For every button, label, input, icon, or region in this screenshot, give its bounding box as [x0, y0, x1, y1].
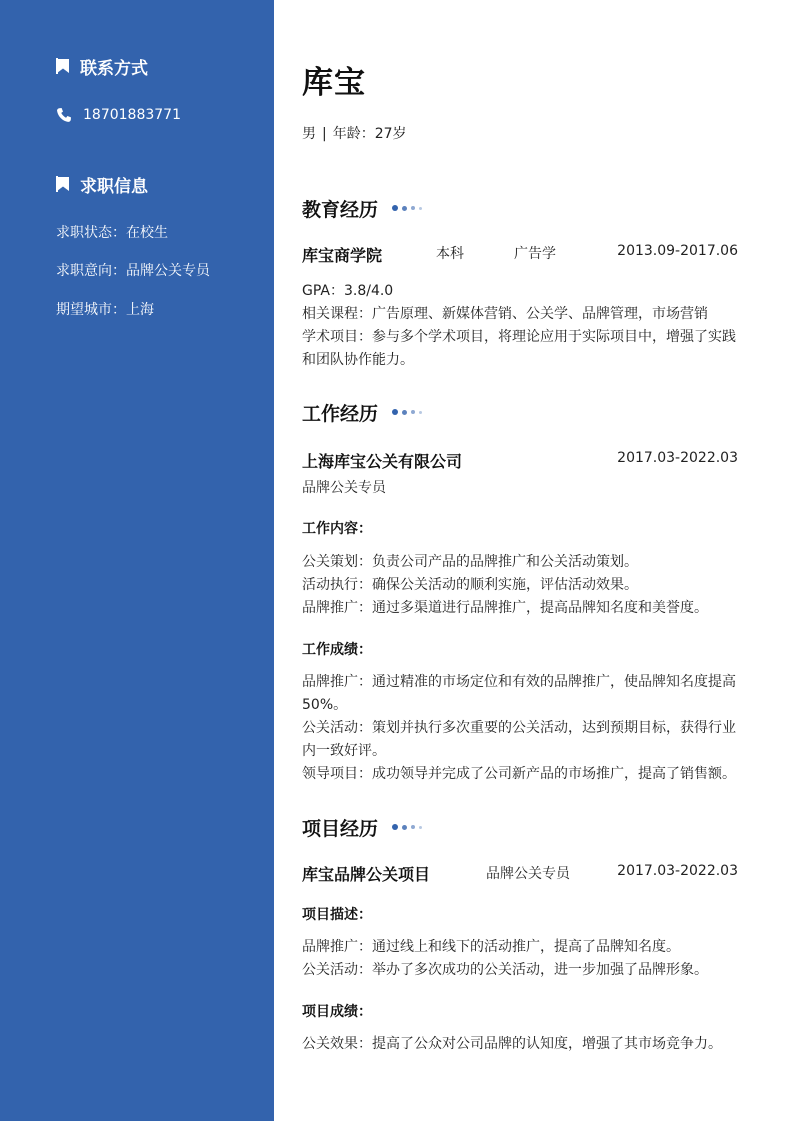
education-details [302, 280, 738, 372]
work-achievement-item: 公关活动：策划并执行多次重要的公关活动，达到预期目标，获得行业内一致好评。 [302, 720, 736, 759]
candidate-name: 库宝 [302, 65, 366, 101]
work-content-title: 工作内容： [302, 521, 372, 537]
work-period: 2017.03-2022.03 [617, 450, 738, 466]
decor-dots [392, 409, 426, 415]
work-content-item: 活动执行：确保公关活动的顺利实施，评估活动效果。 [302, 577, 638, 593]
project-desc-item: 品牌推广：通过线上和线下的活动推广，提高了品牌知名度。 [302, 939, 680, 955]
contact-title [56, 54, 254, 78]
job-title [56, 172, 254, 196]
meta-separator: | [322, 126, 327, 142]
project-results-list [302, 1033, 738, 1056]
candidate-meta [302, 123, 407, 143]
work-content-item: 公关策划：负责公司产品的品牌推广和公关活动策划。 [302, 554, 638, 570]
phone-row [56, 105, 254, 125]
project-results-title: 项目成绩： [302, 1004, 372, 1020]
bookmark-flag-icon [56, 58, 70, 74]
work-role: 品牌公关专员 [302, 480, 386, 496]
work-achievements-list [302, 671, 738, 786]
decor-dots [392, 824, 426, 830]
project-section-title [302, 814, 426, 840]
contact-title-text: 联系方式 [80, 58, 148, 79]
work-achievements-title: 工作成绩： [302, 642, 372, 658]
decor-dots [392, 205, 426, 211]
contact-section [56, 54, 254, 125]
work-content-list [302, 551, 738, 620]
main-content [302, 0, 738, 1121]
phone-number: 18701883771 [83, 107, 181, 123]
project-title-text: 项目经历 [302, 817, 379, 840]
job-intention: 求职意向：品牌公关专员 [56, 263, 210, 279]
project-period: 2017.03-2022.03 [617, 863, 738, 879]
courses: 相关课程：广告原理、新媒体营销、公关学、品牌管理，市场营销 [302, 306, 708, 322]
education-section-title [302, 195, 426, 221]
job-title-text: 求职信息 [80, 176, 148, 197]
education-period: 2013.09-2017.06 [617, 243, 738, 259]
education-title-text: 教育经历 [302, 198, 379, 221]
job-status: 求职状态：在校生 [56, 225, 168, 241]
company-name: 上海库宝公关有限公司 [302, 452, 463, 471]
project-desc-item: 公关活动：举办了多次成功的公关活动，进一步加强了品牌形象。 [302, 962, 708, 978]
academic-projects: 学术项目：参与多个学术项目，将理论应用于实际项目中，增强了实践和团队协作能力。 [302, 329, 736, 368]
job-section [56, 172, 254, 196]
work-title-text: 工作经历 [302, 402, 379, 425]
degree: 本科 [436, 246, 464, 262]
school-name: 库宝商学院 [302, 246, 383, 265]
work-achievement-item: 领导项目：成功领导并完成了公司新产品的市场推广，提高了销售额。 [302, 766, 736, 782]
gender: 男 [302, 126, 316, 142]
bookmark-flag-icon [56, 176, 70, 192]
age: 年龄：27岁 [332, 126, 407, 142]
work-section-title [302, 399, 426, 425]
work-content-item: 品牌推广：通过多渠道进行品牌推广，提高品牌知名度和美誉度。 [302, 600, 708, 616]
job-city: 期望城市：上海 [56, 302, 154, 318]
gpa: GPA：3.8/4.0 [302, 283, 394, 299]
major: 广告学 [514, 246, 556, 262]
project-result-item: 公关效果：提高了公众对公司品牌的认知度，增强了其市场竞争力。 [302, 1036, 722, 1052]
project-desc-list [302, 936, 738, 982]
work-achievement-item: 品牌推广：通过精准的市场定位和有效的品牌推广，使品牌知名度提高50%。 [302, 674, 736, 713]
project-role: 品牌公关专员 [486, 866, 570, 882]
sidebar [0, 0, 274, 1121]
phone-icon [56, 107, 72, 123]
project-desc-title: 项目描述： [302, 907, 372, 923]
project-name: 库宝品牌公关项目 [302, 865, 431, 884]
